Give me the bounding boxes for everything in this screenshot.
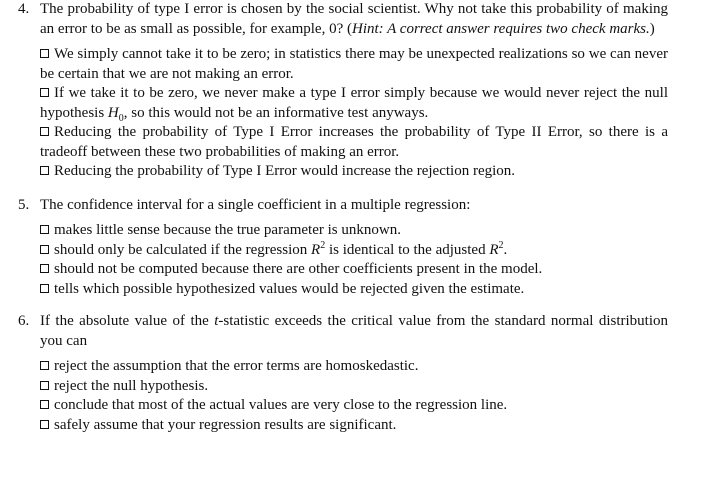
checkbox[interactable] — [40, 400, 49, 409]
checkbox[interactable] — [40, 166, 49, 175]
option-4a — [40, 45, 668, 84]
question-6 — [18, 312, 668, 351]
question-text: If the absolute value of the t-statistic exceeds the critical value from the standard normal distribution you can — [40, 313, 668, 349]
question-number: 5. — [18, 196, 30, 213]
option-label: reject the assumption that the error terms are homoskedastic. — [54, 358, 419, 374]
exam-page — [18, 0, 668, 435]
question-5 — [18, 196, 668, 216]
checkbox[interactable] — [40, 225, 49, 234]
option-6d — [40, 416, 668, 436]
checkbox[interactable] — [40, 127, 49, 136]
option-label: Reducing the probability of Type I Error increases the probability of Type II Error, so there is a tradeoff between these two probabilities of making an error. — [40, 124, 668, 160]
checkbox[interactable] — [40, 264, 49, 273]
option-label: We simply cannot take it to be zero; in statistics there may be unexpected realizations so we can never be certain that we are not making an error. — [40, 46, 668, 82]
question-4-options — [18, 45, 668, 182]
checkbox[interactable] — [40, 381, 49, 390]
hint-text: Hint: A correct answer requires two check marks. — [352, 20, 650, 37]
option-6b — [40, 377, 668, 397]
option-label: conclude that most of the actual values are very close to the regression line. — [54, 397, 508, 413]
option-5d — [40, 280, 668, 300]
checkbox[interactable] — [40, 49, 49, 58]
option-4b — [40, 84, 668, 123]
option-label: Reducing the probability of Type I Error would increase the rejection region. — [54, 163, 516, 179]
option-label: should not be computed because there are other coefficients present in the model. — [54, 261, 543, 277]
option-label: should only be calculated if the regression $R^2$ is identical to the adjusted $R^2$. — [54, 239, 508, 258]
question-4 — [18, 0, 668, 39]
question-5-options — [18, 221, 668, 299]
option-label: makes little sense because the true parameter is unknown. — [54, 222, 401, 238]
question-number: 4. — [18, 1, 30, 17]
option-6a — [40, 357, 668, 377]
option-label: tells which possible hypothesized values would be rejected given the estimate. — [54, 280, 525, 297]
option-4c — [40, 123, 668, 162]
option-5a — [40, 221, 668, 241]
option-4d — [40, 162, 668, 182]
option-5b — [40, 241, 668, 261]
checkbox[interactable] — [40, 245, 49, 254]
option-6c — [40, 396, 668, 416]
question-text: The confidence interval for a single coefficient in a multiple regression: — [40, 196, 471, 213]
option-label: If we take it to be zero, we never make a type I error simply because we would never reject the null hypothesis $H_0$, so this would not be an informative test anyways. — [40, 85, 668, 124]
option-5c — [40, 260, 668, 280]
question-6-options — [18, 357, 668, 435]
checkbox[interactable] — [40, 88, 49, 97]
checkbox[interactable] — [40, 361, 49, 370]
checkbox[interactable] — [40, 284, 49, 293]
option-label: safely assume that your regression results are significant. — [54, 416, 397, 433]
option-label: reject the null hypothesis. — [54, 377, 209, 394]
checkbox[interactable] — [40, 420, 49, 429]
question-number: 6. — [18, 313, 30, 329]
question-text: The probability of type I error is chosen by the social scientist. Why not take this probability of making an error to be as small as possible, for example, 0? (Hint: A correct answer requires two check marks.) — [40, 1, 668, 37]
